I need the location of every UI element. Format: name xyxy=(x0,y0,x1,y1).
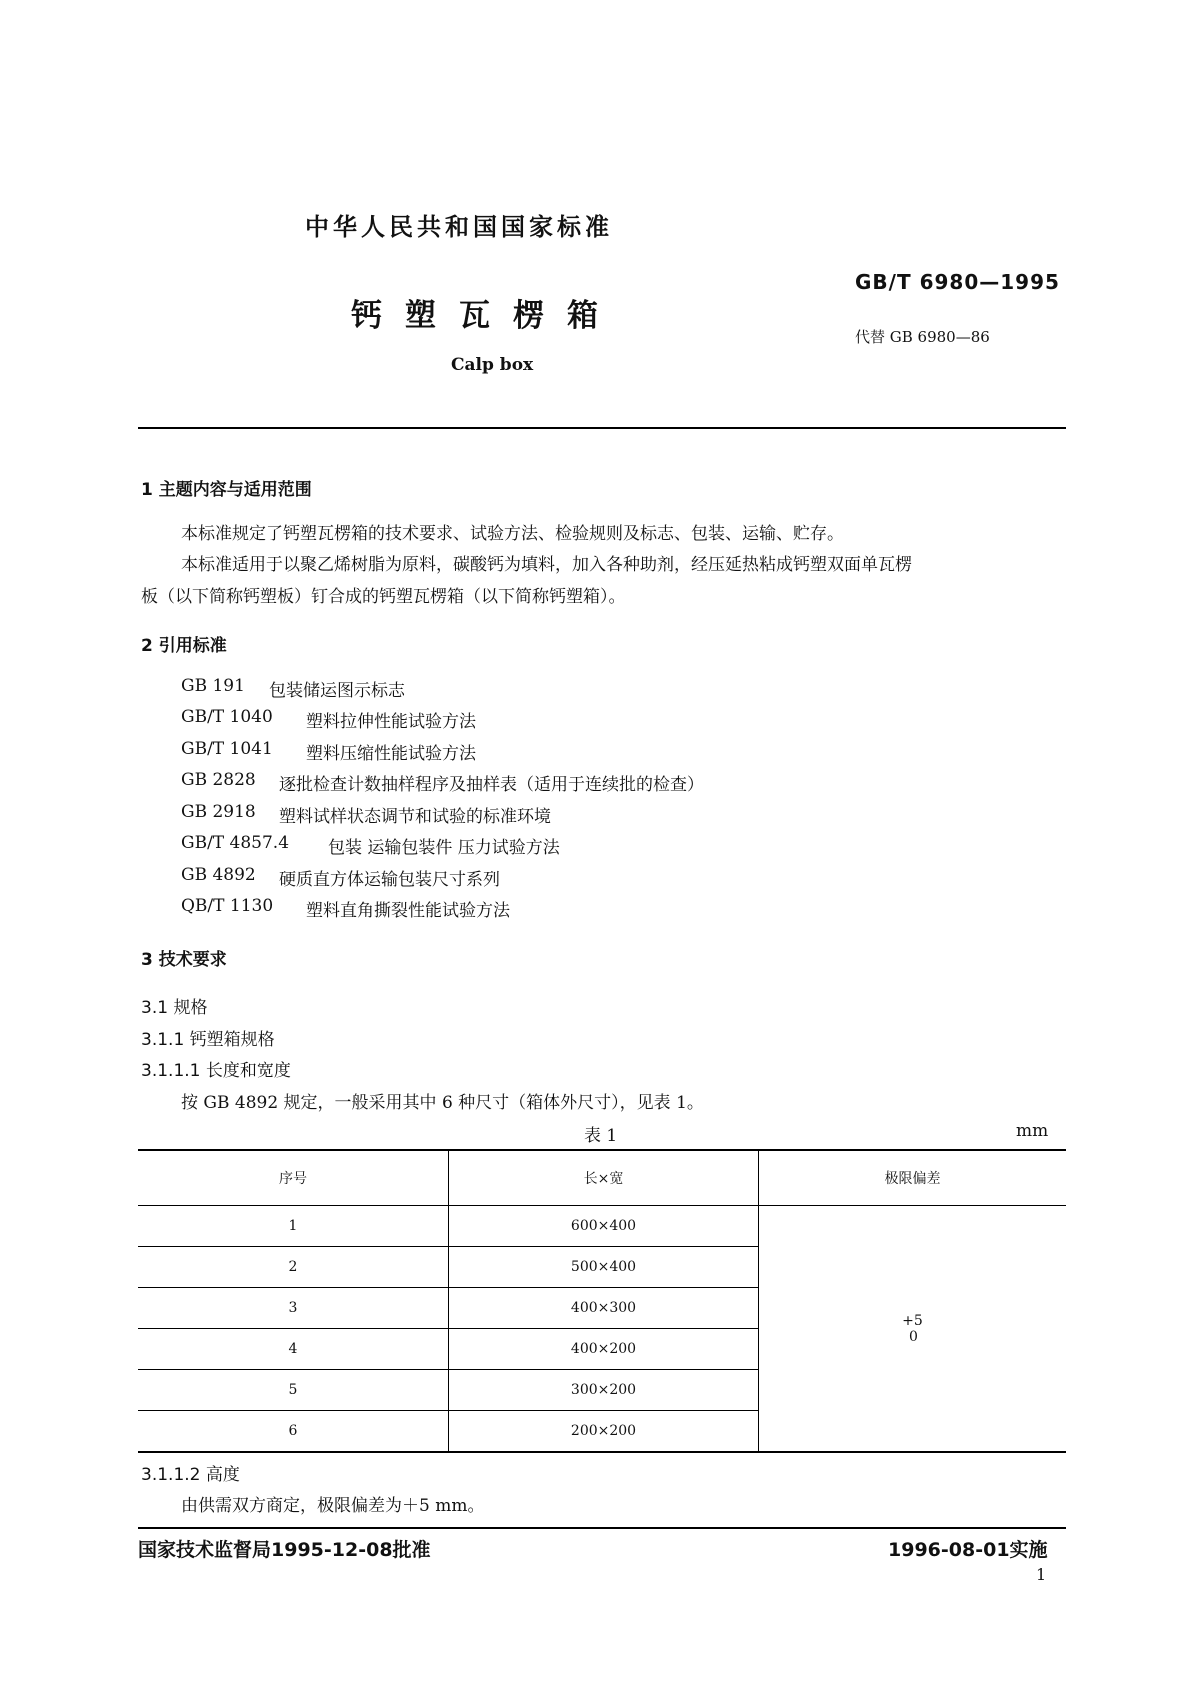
reference-code: GB/T 1040 xyxy=(181,707,273,727)
row-size: 500×400 xyxy=(449,1247,759,1288)
column-header-number: 序号 xyxy=(138,1150,449,1206)
reference-code: GB/T 4857.4 xyxy=(181,833,290,853)
deviation-upper: +5 xyxy=(902,1312,923,1329)
subsection-3-1-1-2-heading: 3.1.1.2 高度 xyxy=(141,1465,240,1485)
subsection-3-1-1-heading: 3.1.1 钙塑箱规格 xyxy=(141,1030,275,1050)
deviation-cell xyxy=(759,1206,1067,1453)
section-1-heading: 1 主题内容与适用范围 xyxy=(141,480,312,500)
approval-info: 国家技术监督局1995-12-08批准 xyxy=(138,1539,431,1561)
subsection-3-1-heading: 3.1 规格 xyxy=(141,998,208,1018)
standard-code: GB/T 6980—1995 xyxy=(855,270,1060,294)
reference-code: GB 2918 xyxy=(181,802,256,822)
section-1-paragraph-1: 本标准规定了钙塑瓦楞箱的技术要求、试验方法、检验规则及标志、包装、运输、贮存。 xyxy=(181,524,844,544)
row-number: 1 xyxy=(138,1206,449,1247)
section-1-paragraph-2a: 本标准适用于以聚乙烯树脂为原料，碳酸钙为填料，加入各种助剂，经压延热粘成钙塑双面单瓦楞 xyxy=(181,555,912,575)
row-size: 300×200 xyxy=(449,1370,759,1411)
size-table xyxy=(138,1149,1066,1453)
row-size: 600×400 xyxy=(449,1206,759,1247)
reference-title: 塑料试样状态调节和试验的标准环境 xyxy=(279,807,551,827)
section-2-heading: 2 引用标准 xyxy=(141,636,227,656)
reference-code: GB 2828 xyxy=(181,770,256,790)
reference-title: 塑料拉伸性能试验方法 xyxy=(306,712,476,732)
reference-title: 塑料压缩性能试验方法 xyxy=(306,744,476,764)
row-size: 400×200 xyxy=(449,1329,759,1370)
row-number: 6 xyxy=(138,1411,449,1453)
subsection-3-1-1-2-text: 由供需双方商定，极限偏差为＋5 mm。 xyxy=(181,1496,485,1516)
row-number: 4 xyxy=(138,1329,449,1370)
footer-divider xyxy=(138,1527,1066,1529)
reference-code: QB/T 1130 xyxy=(181,896,274,916)
subsection-3-1-1-1-heading: 3.1.1.1 长度和宽度 xyxy=(141,1061,291,1081)
reference-title: 塑料直角撕裂性能试验方法 xyxy=(306,901,510,921)
table-unit: mm xyxy=(1016,1121,1049,1141)
english-subtitle: Calp box xyxy=(451,355,534,375)
deviation-lower: 0 xyxy=(909,1328,918,1345)
national-standard-heading: 中华人民共和国国家标准 xyxy=(305,213,613,241)
reference-title: 包装 运输包装件 压力试验方法 xyxy=(328,838,560,858)
column-header-deviation: 极限偏差 xyxy=(759,1150,1067,1206)
reference-code: GB/T 1041 xyxy=(181,739,273,759)
reference-title: 硬质直方体运输包装尺寸系列 xyxy=(279,870,500,890)
column-header-size: 长×宽 xyxy=(449,1150,759,1206)
table-caption: 表 1 xyxy=(584,1126,618,1146)
replaces-standard: 代替 GB 6980—86 xyxy=(855,328,990,346)
row-number: 3 xyxy=(138,1288,449,1329)
reference-code: GB 4892 xyxy=(181,865,256,885)
row-number: 2 xyxy=(138,1247,449,1288)
subsection-3-1-1-1-text: 按 GB 4892 规定，一般采用其中 6 种尺寸（箱体外尺寸），见表 1。 xyxy=(181,1093,704,1113)
reference-title: 逐批检查计数抽样程序及抽样表（适用于连续批的检查） xyxy=(279,775,704,795)
reference-title: 包装储运图示标志 xyxy=(269,681,405,701)
section-1-paragraph-2b: 板（以下简称钙塑板）钉合成的钙塑瓦楞箱（以下简称钙塑箱）。 xyxy=(141,587,626,607)
reference-code: GB 191 xyxy=(181,676,245,696)
page-number: 1 xyxy=(1036,1565,1047,1584)
row-size: 200×200 xyxy=(449,1411,759,1453)
effective-date: 1996-08-01实施 xyxy=(888,1539,1048,1561)
table-row xyxy=(138,1206,1066,1247)
header-divider xyxy=(138,427,1066,429)
section-3-heading: 3 技术要求 xyxy=(141,950,227,970)
table-header-row xyxy=(138,1150,1066,1206)
row-size: 400×300 xyxy=(449,1288,759,1329)
page-title: 钙塑瓦楞箱 xyxy=(351,298,621,334)
row-number: 5 xyxy=(138,1370,449,1411)
